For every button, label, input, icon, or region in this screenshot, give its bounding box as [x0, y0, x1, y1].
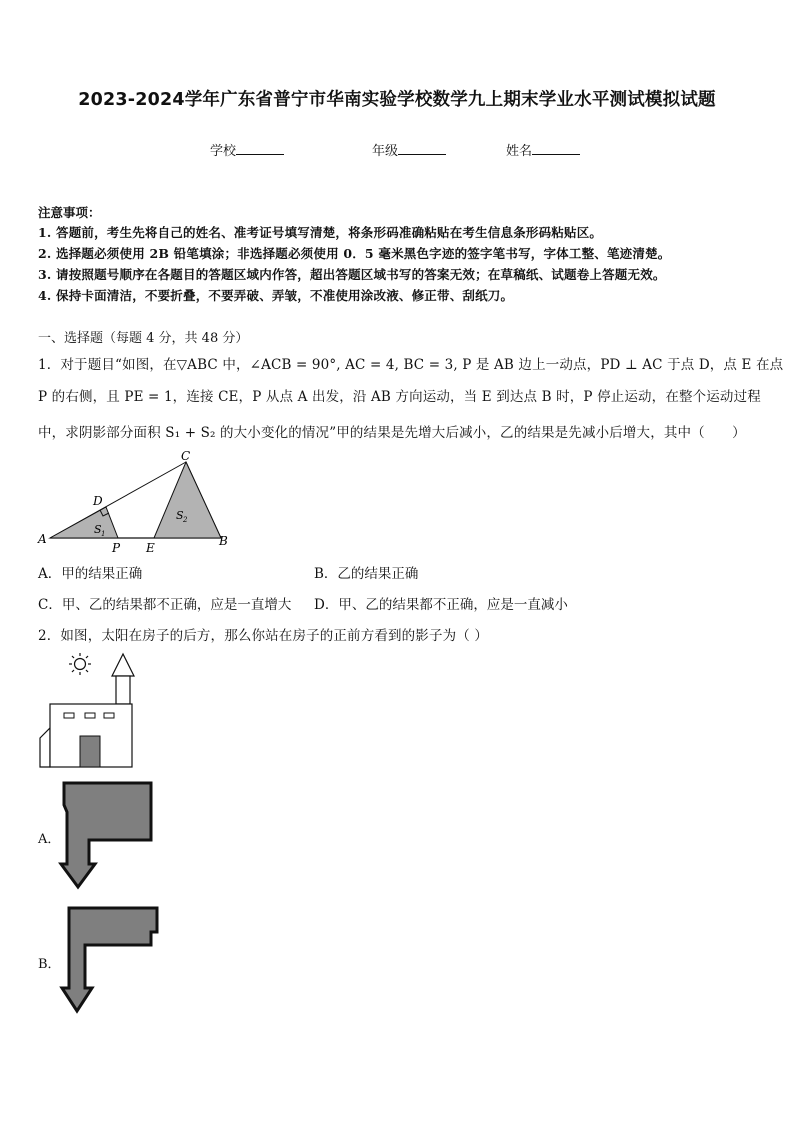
q1-stem-line-1: 1．对于题目“如图，在▽ABC 中，∠ACB = 90°, AC = 4, BC = 3, P 是 AB 边上一动点，PD ⊥ AC 于点 D，点 E 在点	[38, 357, 784, 373]
q1-stem-line-3: 中，求阴影部分面积 S₁ + S₂ 的大小变化的情况”甲的结果是先增大后减小，乙的结果是先减小后增大，其中（ ）	[38, 425, 746, 441]
sun-icon	[75, 659, 86, 670]
note-item-4: 4. 保持卡面清洁，不要折叠，不要弄破、弄皱，不准使用涂改液、修正带、刮纸刀。	[38, 288, 514, 303]
sun-rays	[69, 653, 91, 675]
label-e: E	[146, 541, 155, 555]
door	[80, 736, 100, 767]
q1-stem-line-2: P 的右侧，且 PE = 1，连接 CE，P 从点 A 出发，沿 AB 方向运动，当 E 到达点 B 时，P 停止运动，在整个运动过程	[38, 389, 761, 405]
label-b: B	[219, 534, 228, 548]
q2-option-b-label[interactable]: B．	[38, 957, 61, 972]
school-label: 学校	[210, 144, 237, 159]
tower	[116, 676, 130, 704]
tower-roof	[112, 654, 134, 676]
label-s2: S	[176, 509, 184, 522]
window	[85, 713, 95, 718]
shaded-region-s1	[50, 507, 118, 538]
label-p: P	[112, 541, 121, 555]
notes-heading: 注意事项：	[38, 205, 101, 220]
name-label: 姓名	[506, 144, 533, 159]
note-item-2: 2. 选择题必须使用 2B 铅笔填涂；非选择题必须使用 0．5 毫米黑色字迹的签字笔书写，字体工整、笔迹清楚。	[38, 246, 671, 261]
shaded-region-s2	[154, 462, 221, 538]
label-d: D	[93, 494, 103, 508]
note-item-1: 1. 答题前，考生先将自己的姓名、准考证号填写清楚，将条形码准确粘贴在考生信息条形码粘贴区。	[38, 225, 603, 240]
option-a-shadow-shape[interactable]	[61, 783, 151, 887]
label-a: A	[38, 532, 47, 546]
q1-option-c[interactable]: C．甲、乙的结果都不正确，应是一直增大	[38, 597, 292, 613]
label-c: C	[181, 449, 191, 463]
q2-option-a-label[interactable]: A．	[38, 832, 61, 847]
window	[104, 713, 114, 718]
page-title: 2023-2024学年广东省普宁市华南实验学校数学九上期末学业水平测试模拟试题	[78, 90, 716, 110]
grade-label: 年级	[372, 144, 399, 159]
label-s1: S	[94, 523, 102, 536]
q1-option-d[interactable]: D．甲、乙的结果都不正确，应是一直减小	[314, 597, 568, 613]
house-figure	[40, 653, 134, 767]
label-s1-sub: 1	[101, 530, 106, 538]
label-s2-sub: 2	[183, 516, 188, 524]
window	[64, 713, 74, 718]
note-item-3: 3. 请按照题号顺序在各题目的答题区域内作答，超出答题区域书写的答案无效；在草稿纸、试题卷上答题无效。	[38, 267, 666, 282]
side-wing	[40, 728, 50, 767]
option-b-shadow-shape[interactable]	[62, 908, 157, 1011]
q1-option-b[interactable]: B．乙的结果正确	[314, 566, 419, 582]
q2-stem: 2．如图，太阳在房子的后方，那么你站在房子的正前方看到的影子为（ ）	[38, 628, 488, 644]
section-title: 一、选择题（每题 4 分，共 48 分）	[38, 331, 249, 346]
q1-option-a[interactable]: A．甲的结果正确	[38, 566, 143, 582]
